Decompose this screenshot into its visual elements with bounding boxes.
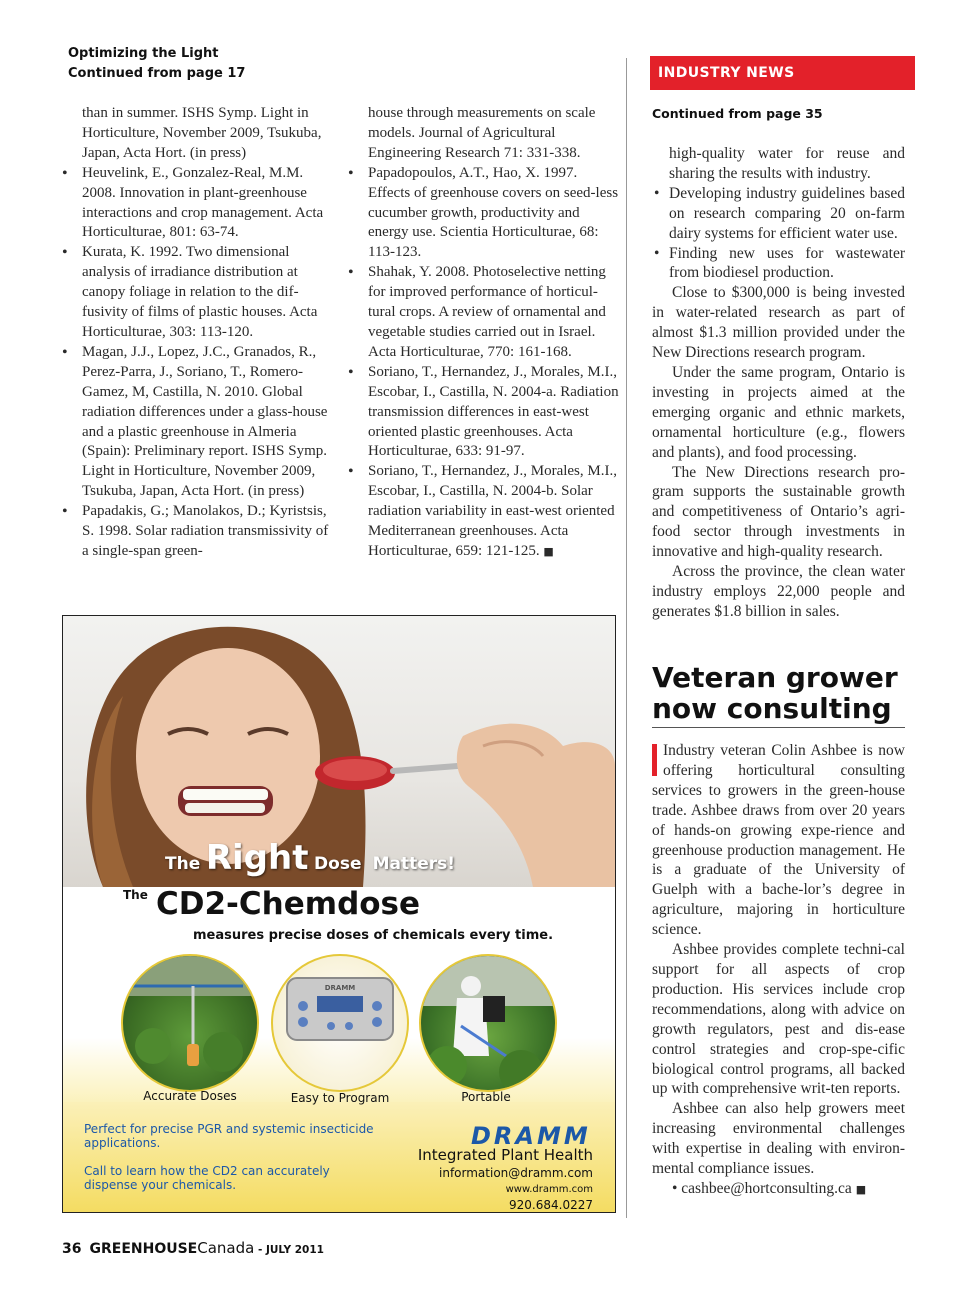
reference-item: • Heuvelink, E., Gonzalez-Real, M.M. 2008. Innovation in plant-greenhouse interactions and crop management. Acta Horticulturae, 801: 63-74. [62,164,334,244]
device-brand-text: DRAMM [324,984,356,992]
issue-date: - JULY 2011 [254,1244,324,1256]
reference-item-text: Soriano, T., Hernandez, J., Morales, M.I., Escobar, I., Castilla, N. 2004-b. Solar radiation variability in east-west oriented Mediterranean greenhouses. Acta Horticulturae, 659: 121-125. [368,463,617,559]
circle-label-accurate-doses: Accurate Doses [143,1089,237,1103]
circle-label-easy-to-program: Easy to Program [290,1091,390,1105]
article-body [652,741,905,1200]
ad-email-link[interactable]: information@dramm.com [439,1166,593,1180]
reference-item: • Magan, J.J., Lopez, J.C., Granados, R., Perez-Parra, J., Soriano, T., Romero-Gamez, M, Castilla, N. 2010. Global radiation differences under a glass-house and a plastic greenhouse in Almeria (Spain): Preliminary report. ISHS Symp. Light in Horticulture, November 2009, Tsukuba, Japan, Acta Hort. (in press) [62,343,334,502]
product-subtitle: measures precise doses of chemicals every time. [193,928,554,943]
reference-item: • Soriano, T., Hernandez, J., Morales, M.I., Escobar, I., Castilla, N. 2004-a. Radiation transmission differences in east-west oriented plastic greenhouses. Acta Horticulturae, 633: 91-97. [348,363,620,463]
industry-news-label: INDUSTRY NEWS [658,65,795,81]
article-paragraph: Ashbee can also help growers meet increasing environmental challenges with expertise in dealing with environ-mental compliance issues. [652,1100,905,1178]
worker-spraying-illustration [421,956,555,1090]
magazine-name-regular: Canada [197,1239,255,1257]
reference-item: • Shahak, Y. 2008. Photoselective netting for improved performance of horticul-tural crops. A review of ornamental and vegetable studies carried out in Israel. Acta Horticulturae, 770: 161-168. [348,263,620,363]
article-paragraph: Ashbee provides complete techni-cal support for all aspects of crop production. His services include crop recommendations, along with advice on growth regulators, pest and dis-ease control strategies and crop-spe-cific biological control programs, all backed up with comprehensive writ-ten reports. [652,941,905,1098]
page-footer [62,1239,324,1258]
article-paragraph-text: ndustry veteran Colin Ashbee is now offering horticultural consulting services to growers in the green-house trade. Ashbee draws from over 20 years of hands-on growing expe-rience and greenhouse production management. He is a graduate of the University of Guelph with a bache-lor’s degree in agriculture, majoring in horticulture science. [652,742,905,939]
ad-perfect-text: Perfect for precise PGR and systemic insecticide applications. [84,1122,374,1150]
contact-email-link[interactable]: • cashbee@hortconsulting.ca [672,1179,852,1197]
reference-item: • Papadopoulos, A.T., Hao, X. 1997. Effects of greenhouse covers on seed-less cucumber growth, productivity and energy use. Scientia Horticulturae, 68: 113-123. [348,164,620,264]
article-headline: Veteran grower now consulting [652,661,898,725]
page-number: 36 [62,1241,82,1257]
end-mark: ■ [855,1182,867,1196]
dosing-device-illustration [273,956,407,1090]
ad-phone-number: 920.684.0227 [509,1198,593,1212]
circle-label-portable: Portable [461,1090,511,1104]
drop-cap-bar [652,744,657,776]
product-name: CD2-Chemdose [156,886,421,922]
magazine-name-bold: GREENHOUSE [89,1241,198,1257]
news-paragraph: Across the province, the clean water industry employs 22,000 people and generates $1.8 billion in sales. [652,563,905,620]
portable-worker-photo [419,954,557,1092]
continued-from-label: Continued from page 35 [652,106,823,121]
end-mark: ■ [543,544,554,558]
reference-item: than in summer. ISHS Symp. Light in Horticulture, November 2009, Tsukuba, Japan, Acta Hort. (in press) [82,105,322,161]
tagline-the: The [165,854,201,874]
tagline-matters: Matters! [372,854,456,874]
tagline-right: Right [205,838,309,878]
ad-call-text: Call to learn how the CD2 can accurately dispense your chemicals. [84,1164,330,1192]
tagline-dose: Dose [314,854,362,874]
drop-cap-letter: I [663,742,669,759]
news-paragraph: high-quality water for reuse and sharing the results with industry. [669,145,905,182]
news-paragraph: The New Directions research pro-gram supports the sustainable growth and competitiveness of Ontario’s agri-food sector through investments in innovative and high-quality research. [652,463,905,561]
section-kicker-title: Optimizing the Light [68,46,219,61]
dramm-advertisement[interactable] [62,615,616,1213]
reference-item: • Papadakis, G.; Manolakos, D.; Kyristsis, S. 1998. Solar radiation transmissivity of a single-span green- [62,502,334,562]
ad-tagline [165,838,455,878]
headline-rule [652,727,905,728]
article-paragraph [652,741,905,940]
easy-to-program-device-photo [271,954,409,1092]
news-paragraph: Under the same program, Ontario is investing in projects aimed at the emerging organic and ethnic markets, ornamental horticulture (e.g., flowers and plants), and food processing. [652,363,905,461]
ad-website-link[interactable]: www.dramm.com [505,1184,593,1195]
references-column-1 [62,104,334,562]
industry-news-banner [650,56,915,90]
dramm-logo: DRAMM [471,1122,591,1150]
article-contact-line [652,1179,905,1200]
reference-item: house through measurements on scale models. Journal of Agricultural Engineering Research 71: 331-338. [368,105,596,161]
news-bullet: • Finding new uses for wastewater from biodiesel production. [652,244,905,284]
column-divider [626,58,627,1218]
product-the: The [123,888,148,902]
accurate-doses-photo [121,954,259,1092]
news-paragraph: Close to $300,000 is being invested in water-related research as part of almost $1.3 million provided under the New Directions research program. [652,284,905,362]
news-bullet: • Developing industry guidelines based on research comparing 20 on-farm dairy systems for efficient water use. [652,184,905,244]
references-column-2 [348,104,620,562]
plant-bed-illustration [123,956,257,1090]
section-kicker-continued: Continued from page 17 [68,66,246,81]
reference-item-last [348,462,620,562]
industry-news-body [652,144,905,622]
reference-item: • Kurata, K. 1992. Two dimensional analysis of irradiance distribution at canopy foliage in relation to the dif-fusivity of films of plastic houses. Acta Horticulturae, 303: 113-120. [62,243,334,343]
brand-subtitle: Integrated Plant Health [417,1146,593,1164]
